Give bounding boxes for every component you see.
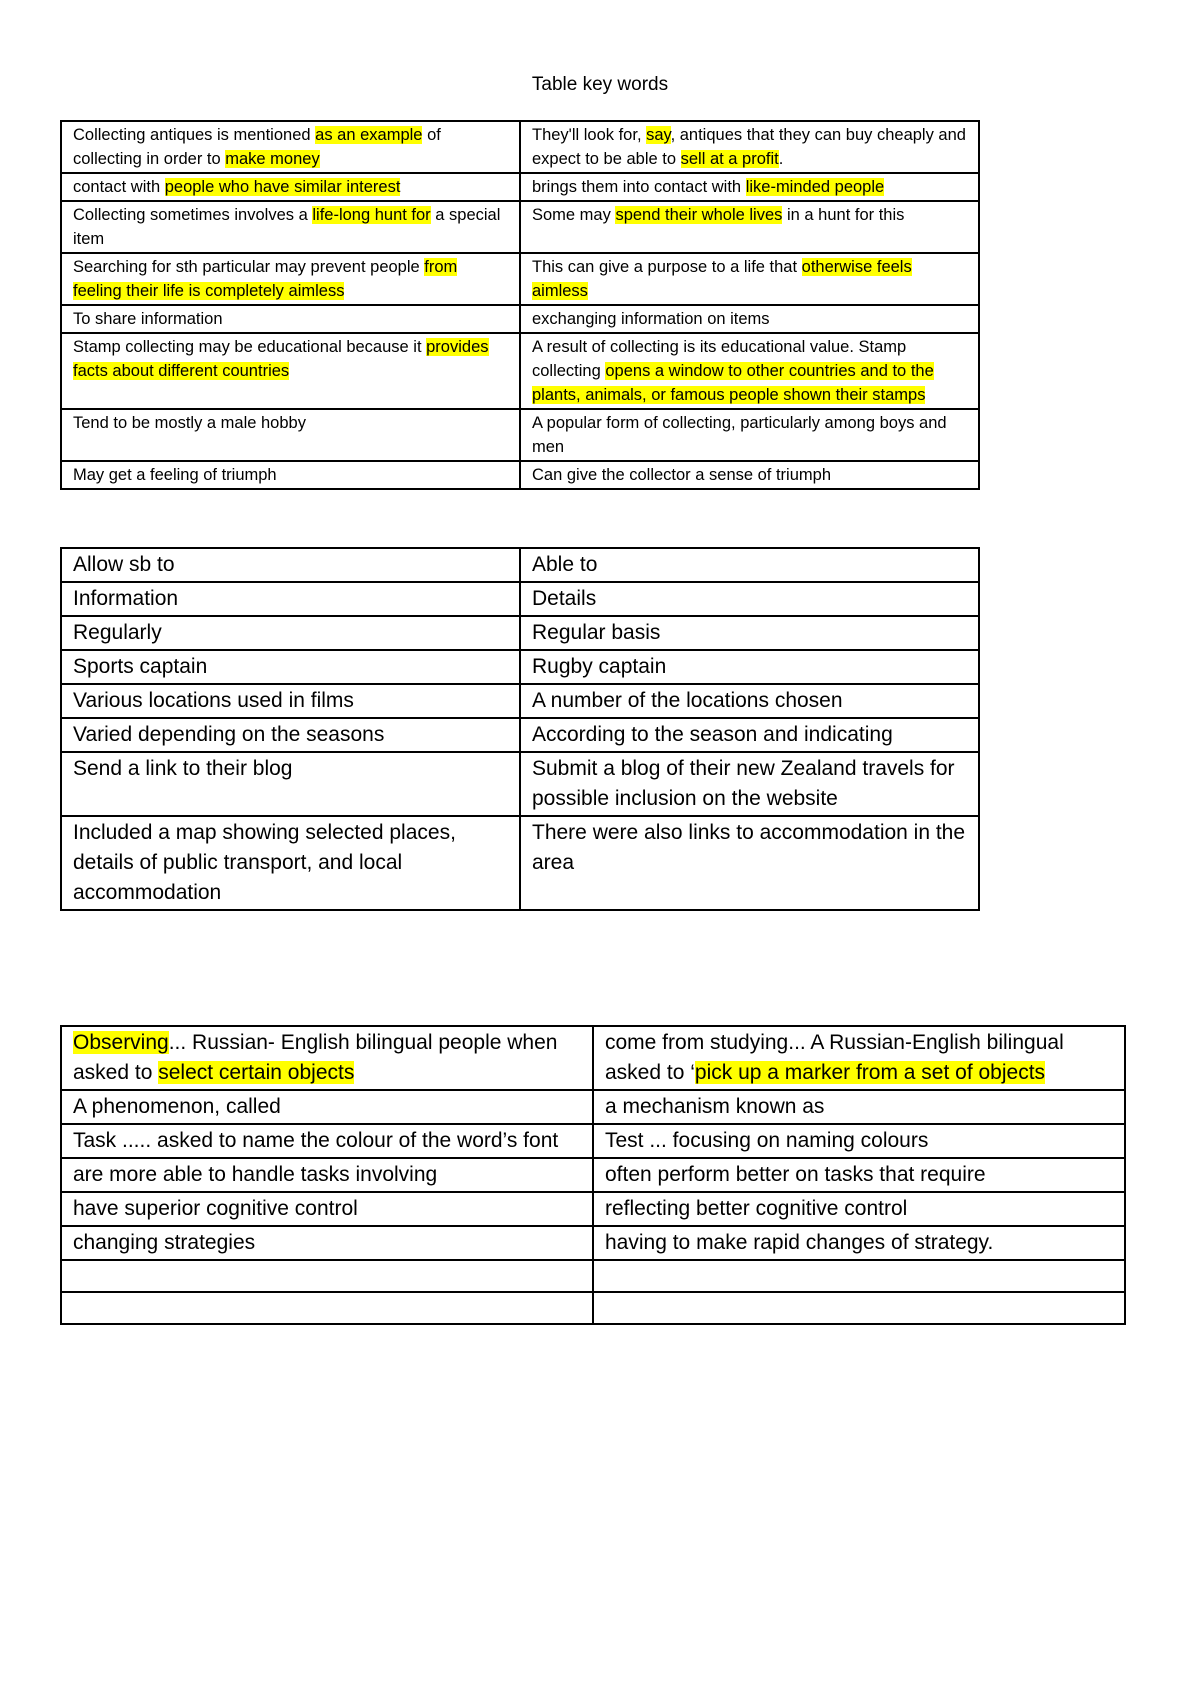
cell-text: Searching for sth particular may prevent people <box>73 258 425 276</box>
highlighted-text: life-long hunt for <box>312 206 431 224</box>
table-row <box>61 201 979 253</box>
cell-right <box>593 1090 1125 1124</box>
cell-right <box>593 1192 1125 1226</box>
table-row <box>61 461 979 489</box>
cell-text: Included a map showing selected places, details of public transport, and local accommodation <box>73 821 456 904</box>
cell-right <box>520 121 979 173</box>
cell-text: Information <box>73 587 179 610</box>
cell-text: a special item <box>73 206 501 248</box>
table-row <box>61 548 979 582</box>
cell-left <box>61 1226 593 1260</box>
cell-text: Can give the collector a sense of triumph <box>532 466 831 484</box>
table-row <box>61 616 979 650</box>
cell-left <box>61 1260 593 1292</box>
cell-text: According to the season and indicating <box>532 723 893 746</box>
cell-left <box>61 333 520 409</box>
highlighted-text: opens a window to other countries and to the plants, animals, or famous people shown their stamps <box>532 362 934 404</box>
table-row <box>61 121 979 173</box>
cell-text: There were also links to accommodation in the area <box>532 821 966 874</box>
cell-left <box>61 1124 593 1158</box>
cell-text: Details <box>532 587 597 610</box>
highlighted-text: pick up a marker from a set of objects <box>694 1061 1046 1084</box>
highlighted-text: sell at a profit <box>680 150 779 168</box>
table-row <box>61 173 979 201</box>
page-title: Table key words <box>531 74 669 95</box>
table-bilingual-key-words <box>60 1025 1126 1325</box>
cell-text: This can give a purpose to a life that <box>532 258 802 276</box>
cell-text: To share information <box>73 310 223 328</box>
highlighted-text: people who have similar interest <box>164 178 401 196</box>
cell-text: Rugby captain <box>532 655 667 678</box>
cell-right <box>520 201 979 253</box>
cell-text: brings them into contact with <box>532 178 746 196</box>
cell-right <box>520 548 979 582</box>
highlighted-text: provides facts about different countries <box>73 338 489 380</box>
cell-text: contact with <box>73 178 165 196</box>
table-row <box>61 1124 1125 1158</box>
cell-text: Test ... focusing on naming colours <box>605 1129 929 1152</box>
cell-text: a mechanism known as <box>605 1095 825 1118</box>
cell-left <box>61 1026 593 1090</box>
highlighted-text: say <box>646 126 671 144</box>
cell-right <box>593 1292 1125 1324</box>
cell-left <box>61 752 520 816</box>
table-row <box>61 1026 1125 1090</box>
cell-right <box>593 1158 1125 1192</box>
cell-text: Send a link to their blog <box>73 757 293 780</box>
table-row <box>61 752 979 816</box>
table-row <box>61 1226 1125 1260</box>
cell-text: Task ..... asked to name the colour of the word’s font <box>73 1129 559 1152</box>
cell-text: Collecting sometimes involves a <box>73 206 313 224</box>
cell-right <box>520 752 979 816</box>
cell-left <box>61 1192 593 1226</box>
table-collecting-key-words <box>60 120 980 490</box>
cell-left <box>61 409 520 461</box>
cell-text: Various locations used in films <box>73 689 354 712</box>
cell-left <box>61 1090 593 1124</box>
highlighted-text: make money <box>225 150 320 168</box>
highlighted-text: Observing <box>73 1031 169 1054</box>
cell-text: They'll look for, <box>532 126 647 144</box>
table-row <box>61 409 979 461</box>
cell-text: Able to <box>532 553 598 576</box>
cell-left <box>61 253 520 305</box>
cell-right <box>520 409 979 461</box>
table-row <box>61 1192 1125 1226</box>
cell-right <box>593 1226 1125 1260</box>
cell-text: . <box>778 150 784 168</box>
cell-right <box>520 582 979 616</box>
cell-left <box>61 616 520 650</box>
highlighted-text: spend their whole lives <box>615 206 783 224</box>
cell-text: exchanging information on items <box>532 310 770 328</box>
cell-right <box>520 816 979 910</box>
cell-left <box>61 1292 593 1324</box>
cell-right <box>520 305 979 333</box>
cell-text: Collecting antiques is mentioned <box>73 126 316 144</box>
cell-right <box>520 253 979 305</box>
table-row <box>61 650 979 684</box>
cell-right <box>520 650 979 684</box>
cell-text: Some may <box>532 206 616 224</box>
cell-right <box>520 173 979 201</box>
table-row <box>61 718 979 752</box>
cell-left <box>61 718 520 752</box>
highlighted-text: select certain objects <box>158 1061 355 1084</box>
table-row <box>61 333 979 409</box>
table-row <box>61 816 979 910</box>
highlighted-text: like-minded people <box>745 178 885 196</box>
cell-text: A number of the locations chosen <box>532 689 843 712</box>
cell-left <box>61 650 520 684</box>
cell-text: Regular basis <box>532 621 661 644</box>
highlighted-text: otherwise feels aimless <box>532 258 912 300</box>
highlighted-text: as an example <box>315 126 423 144</box>
cell-right <box>520 333 979 409</box>
cell-text: having to make rapid changes of strategy. <box>605 1231 994 1254</box>
cell-left <box>61 548 520 582</box>
cell-right <box>520 718 979 752</box>
table-row <box>61 1158 1125 1192</box>
table-row <box>61 582 979 616</box>
cell-right <box>520 461 979 489</box>
cell-text: changing strategies <box>73 1231 256 1254</box>
cell-right <box>520 616 979 650</box>
table-travel-key-words <box>60 547 980 911</box>
cell-text: Allow sb to <box>73 553 175 576</box>
cell-text: Submit a blog of their new Zealand travels for possible inclusion on the website <box>532 757 955 810</box>
cell-left <box>61 201 520 253</box>
cell-text: in a hunt for this <box>782 206 905 224</box>
cell-right <box>593 1026 1125 1090</box>
cell-text: Sports captain <box>73 655 208 678</box>
cell-text: are more able to handle tasks involving <box>73 1163 438 1186</box>
cell-right <box>520 684 979 718</box>
cell-text: Varied depending on the seasons <box>73 723 385 746</box>
table-row <box>61 1292 1125 1324</box>
cell-text: of collecting in order to <box>73 126 441 168</box>
table-row <box>61 684 979 718</box>
highlighted-text: from feeling their life is completely aimless <box>73 258 458 300</box>
cell-left <box>61 582 520 616</box>
cell-right <box>593 1260 1125 1292</box>
cell-left <box>61 121 520 173</box>
cell-right <box>593 1124 1125 1158</box>
cell-text: ... Russian- English bilingual people when asked to <box>73 1031 558 1084</box>
cell-text: often perform better on tasks that require <box>605 1163 986 1186</box>
table-row <box>61 1090 1125 1124</box>
cell-left <box>61 461 520 489</box>
cell-left <box>61 173 520 201</box>
cell-text: , antiques that they can buy cheaply and expect to be able to <box>532 126 966 168</box>
cell-text: A popular form of collecting, particularly among boys and men <box>532 414 947 456</box>
table-row <box>61 253 979 305</box>
cell-left <box>61 684 520 718</box>
cell-text: reflecting better cognitive control <box>605 1197 908 1220</box>
cell-left <box>61 816 520 910</box>
cell-text: Regularly <box>73 621 162 644</box>
cell-text: have superior cognitive control <box>73 1197 358 1220</box>
cell-text: Stamp collecting may be educational because it <box>73 338 427 356</box>
cell-text: A result of collecting is its educational value. Stamp collecting <box>532 338 907 380</box>
cell-left <box>61 1158 593 1192</box>
cell-text: come from studying... A Russian-English bilingual asked to ‘ <box>605 1031 1064 1084</box>
cell-text: May get a feeling of triumph <box>73 466 277 484</box>
cell-text: A phenomenon, called <box>73 1095 281 1118</box>
table-row <box>61 1260 1125 1292</box>
cell-text: Tend to be mostly a male hobby <box>73 414 306 432</box>
table-row <box>61 305 979 333</box>
cell-left <box>61 305 520 333</box>
